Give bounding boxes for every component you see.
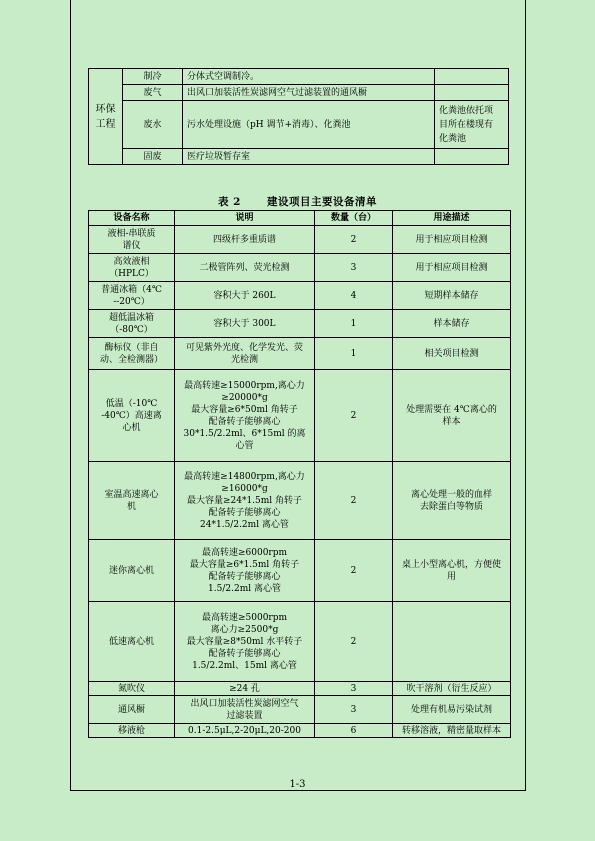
equipment-name: 普通冰箱（4℃ --20℃）: [89, 282, 175, 310]
row-name: 废水: [123, 101, 183, 149]
table-row: [89, 226, 511, 254]
equipment-name: 低速离心机: [89, 602, 175, 682]
table-row: [89, 462, 511, 540]
equipment-name: 酶标仪（非自 动、全检测器）: [89, 338, 175, 370]
equipment-qty: 3: [315, 254, 393, 282]
equipment-desc: 容积大于 300L: [175, 310, 315, 338]
equipment-qty: 2: [315, 602, 393, 682]
equipment-table-body: [89, 226, 511, 738]
equipment-name: 超低温冰箱 （-80℃）: [89, 310, 175, 338]
table-caption: [0, 194, 595, 209]
equipment-desc: 四级杆多重质谱: [175, 226, 315, 254]
equipment-desc: 容积大于 260L: [175, 282, 315, 310]
equipment-desc: 二极管阵列、荧光检测: [175, 254, 315, 282]
row-note: [435, 69, 509, 85]
equipment-use: 样本储存: [393, 310, 511, 338]
row-name: 固废: [123, 149, 183, 165]
equipment-name: 高效液相 （HPLC）: [89, 254, 175, 282]
equipment-use: 处理需要在 4℃离心的 样本: [393, 370, 511, 462]
equipment-desc: 最高转速≥6000rpm 最大容量≥6*1.5ml 角转子 配备转子能够离心 1.5/2.2ml 离心管: [175, 540, 315, 602]
equipment-use: 短期样本储存: [393, 282, 511, 310]
table-row: [89, 370, 511, 462]
equipment-use: 相关项目检测: [393, 338, 511, 370]
header-desc: 说明: [175, 211, 315, 226]
page-frame-right: [525, 0, 526, 790]
header-use: 用途描述: [393, 211, 511, 226]
row-desc: 医疗垃圾暂存室: [183, 149, 435, 165]
equipment-use: 离心处理一般的血样 去除蛋白等物质: [393, 462, 511, 540]
table-row: [89, 69, 509, 85]
table-row: [89, 540, 511, 602]
table-header-row: [89, 211, 511, 226]
table-row: [89, 338, 511, 370]
table-row: [89, 254, 511, 282]
equipment-desc: 可见紫外光度、化学发光、荧 光检测: [175, 338, 315, 370]
equipment-name: 液相-串联质 谱仪: [89, 226, 175, 254]
header-qty: 数量（台）: [315, 211, 393, 226]
table-row: [89, 85, 509, 101]
equipment-qty: 4: [315, 282, 393, 310]
row-desc: 分体式空调制冷。: [183, 69, 435, 85]
equipment-desc: 出风口加装活性炭滤网空气 过滤装置: [175, 696, 315, 724]
equipment-name: 室温高速离心 机: [89, 462, 175, 540]
equipment-qty: 2: [315, 540, 393, 602]
equipment-use: 转移溶液，精密量取样本: [393, 724, 511, 738]
table-row: [89, 602, 511, 682]
equipment-desc: 最高转速≥5000rpm 离心力≥2500*g 最大容量≥8*50ml 水平转子 配备转子能够离心 1.5/2.2ml、15ml 离心管: [175, 602, 315, 682]
row-note: [435, 85, 509, 101]
equipment-qty: 2: [315, 462, 393, 540]
equipment-use: 吹干溶剂（衍生反应）: [393, 682, 511, 696]
page-number: 1-3: [289, 779, 306, 790]
equipment-qty: 1: [315, 338, 393, 370]
page-frame-left: [70, 0, 71, 790]
page-frame-bottom: [70, 790, 526, 791]
equipment-qty: 3: [315, 696, 393, 724]
equipment-name: 移液枪: [89, 724, 175, 738]
header-name: 设备名称: [89, 211, 175, 226]
env-engineering-table: [88, 68, 509, 165]
row-desc: 出风口加装活性炭滤网空气过滤装置的通风橱: [183, 85, 435, 101]
equipment-desc: 0.1-2.5μL,2-20μL,20-200: [175, 724, 315, 738]
equipment-desc: 最高转速≥14800rpm,离心力 ≥16000*g 最大容量≥24*1.5ml 角转子 配备转子能够离心 24*1.5/2.2ml 离心管: [175, 462, 315, 540]
equipment-use: 用于相应项目检测: [393, 226, 511, 254]
equipment-name: 迷你离心机: [89, 540, 175, 602]
table-row: [89, 696, 511, 724]
equipment-name: 氮吹仪: [89, 682, 175, 696]
table-row: [89, 282, 511, 310]
row-desc: 污水处理设施（pH 调节+消毒）、化粪池: [183, 101, 435, 149]
row-name: 制冷: [123, 69, 183, 85]
equipment-use: 桌上小型离心机，方便使 用: [393, 540, 511, 602]
equipment-desc: ≥24 孔: [175, 682, 315, 696]
row-note: [435, 149, 509, 165]
table-row: [89, 724, 511, 738]
table-row: [89, 682, 511, 696]
equipment-use: 用于相应项目检测: [393, 254, 511, 282]
equipment-name: 低温（-10℃ -40℃）高速离 心机: [89, 370, 175, 462]
table-row: [89, 101, 509, 149]
equipment-desc: 最高转速≥15000rpm,离心力 ≥20000*g 最大容量≥6*50ml 角转子 配备转子能够离心 30*1.5/2.2ml、6*15ml 的离 心管: [175, 370, 315, 462]
equipment-qty: 2: [315, 226, 393, 254]
caption-number: 表 2: [218, 196, 241, 208]
caption-title: 建设项目主要设备清单: [266, 196, 377, 208]
equipment-qty: 2: [315, 370, 393, 462]
row-note: 化粪池依托项 目所在楼现有 化粪池: [435, 101, 509, 149]
equipment-use: 处理有机易污染试剂: [393, 696, 511, 724]
equipment-qty: 6: [315, 724, 393, 738]
env-group-label: 环保 工程: [89, 69, 123, 165]
table-row: [89, 310, 511, 338]
equipment-name: 通风橱: [89, 696, 175, 724]
equipment-table: [88, 210, 511, 738]
equipment-qty: 1: [315, 310, 393, 338]
table-row: [89, 149, 509, 165]
equipment-qty: 3: [315, 682, 393, 696]
row-name: 废气: [123, 85, 183, 101]
equipment-use: [393, 602, 511, 682]
